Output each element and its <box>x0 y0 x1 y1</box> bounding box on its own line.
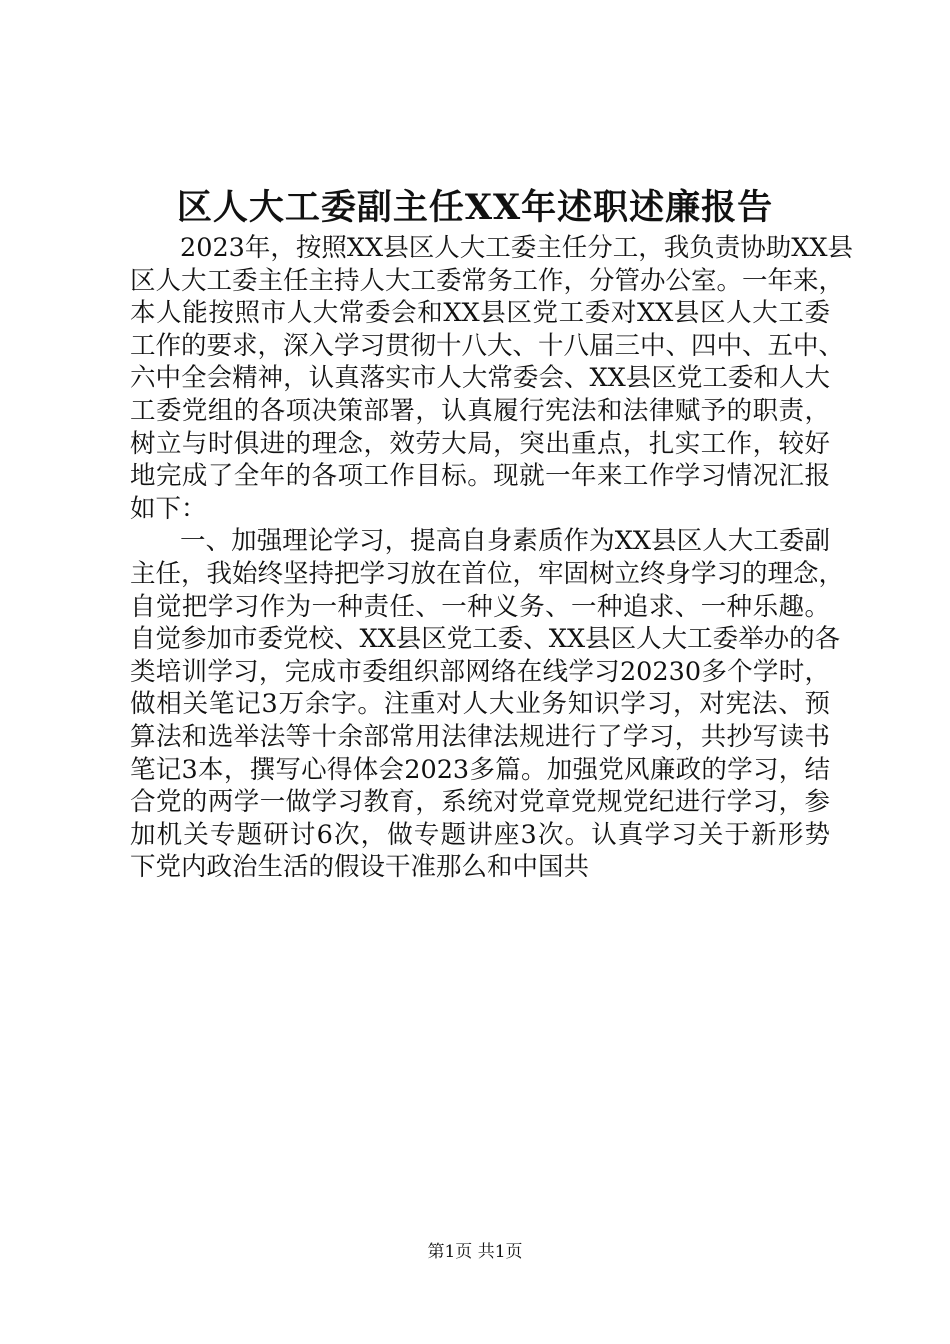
paragraph-2-line-5: 类培训学习，完成市委组织部网络在线学习20230多个学时， <box>130 656 830 687</box>
paragraph-2-line-1: 一、加强理论学习，提高自身素质作为XX县区人大工委副 <box>180 526 830 557</box>
paragraph-1-line-6: 工委党组的各项决策部署，认真履行宪法和法律赋予的职责， <box>130 395 830 426</box>
paragraph-1-line-8: 地完成了全年的各项工作目标。现就一年来工作学习情况汇报 <box>130 461 830 492</box>
paragraph-2-line-8: 笔记3本，撰写心得体会2023多篇。加强党风廉政的学习，结 <box>130 754 830 785</box>
paragraph-2-line-9: 合党的两学一做学习教育，系统对党章党规党纪进行学习，参 <box>130 787 830 818</box>
paragraph-1-line-7: 树立与时俱进的理念，效劳大局，突出重点，扎实工作，较好 <box>130 428 830 459</box>
paragraph-2-line-6: 做相关笔记3万余字。注重对人大业务知识学习，对宪法、预 <box>130 689 830 720</box>
paragraph-1-line-4: 工作的要求，深入学习贯彻十八大、十八届三中、四中、五中、 <box>130 330 845 361</box>
paragraph-2-line-7: 算法和选举法等十余部常用法律法规进行了学习，共抄写读书 <box>130 721 830 752</box>
paragraph-1-line-5: 六中全会精神，认真落实市人大常委会、XX县区党工委和人大 <box>130 363 830 394</box>
paragraph-2-line-10: 加机关专题研讨6次，做专题讲座3次。认真学习关于新形势 <box>130 819 830 850</box>
paragraph-2-line-4: 自觉参加市委党校、XX县区党工委、XX县区人大工委举办的各 <box>130 624 841 655</box>
paragraph-2-line-11: 下党内政治生活的假设干准那么和中国共 <box>130 852 590 883</box>
paragraph-1-line-3: 本人能按照市人大常委会和XX县区党工委对XX县区人大工委 <box>130 298 830 329</box>
paragraph-1-line-2: 区人大工委主任主持人大工委常务工作，分管办公室。一年来， <box>130 265 845 296</box>
page-number: 第1页 共1页 <box>427 1242 523 1262</box>
paragraph-1-line-1: 2023年，按照XX县区人大工委主任分工，我负责协助XX县 <box>180 233 854 263</box>
document-title: 区人大工委副主任XX年述职述廉报告 <box>176 187 774 228</box>
paragraph-2-line-2: 主任，我始终坚持把学习放在首位，牢固树立终身学习的理念， <box>130 558 845 589</box>
document-body <box>130 232 854 884</box>
paragraph-2-line-3: 自觉把学习作为一种责任、一种义务、一种追求、一种乐趣。 <box>130 591 830 622</box>
paragraph-1-line-9: 如下： <box>130 493 207 524</box>
